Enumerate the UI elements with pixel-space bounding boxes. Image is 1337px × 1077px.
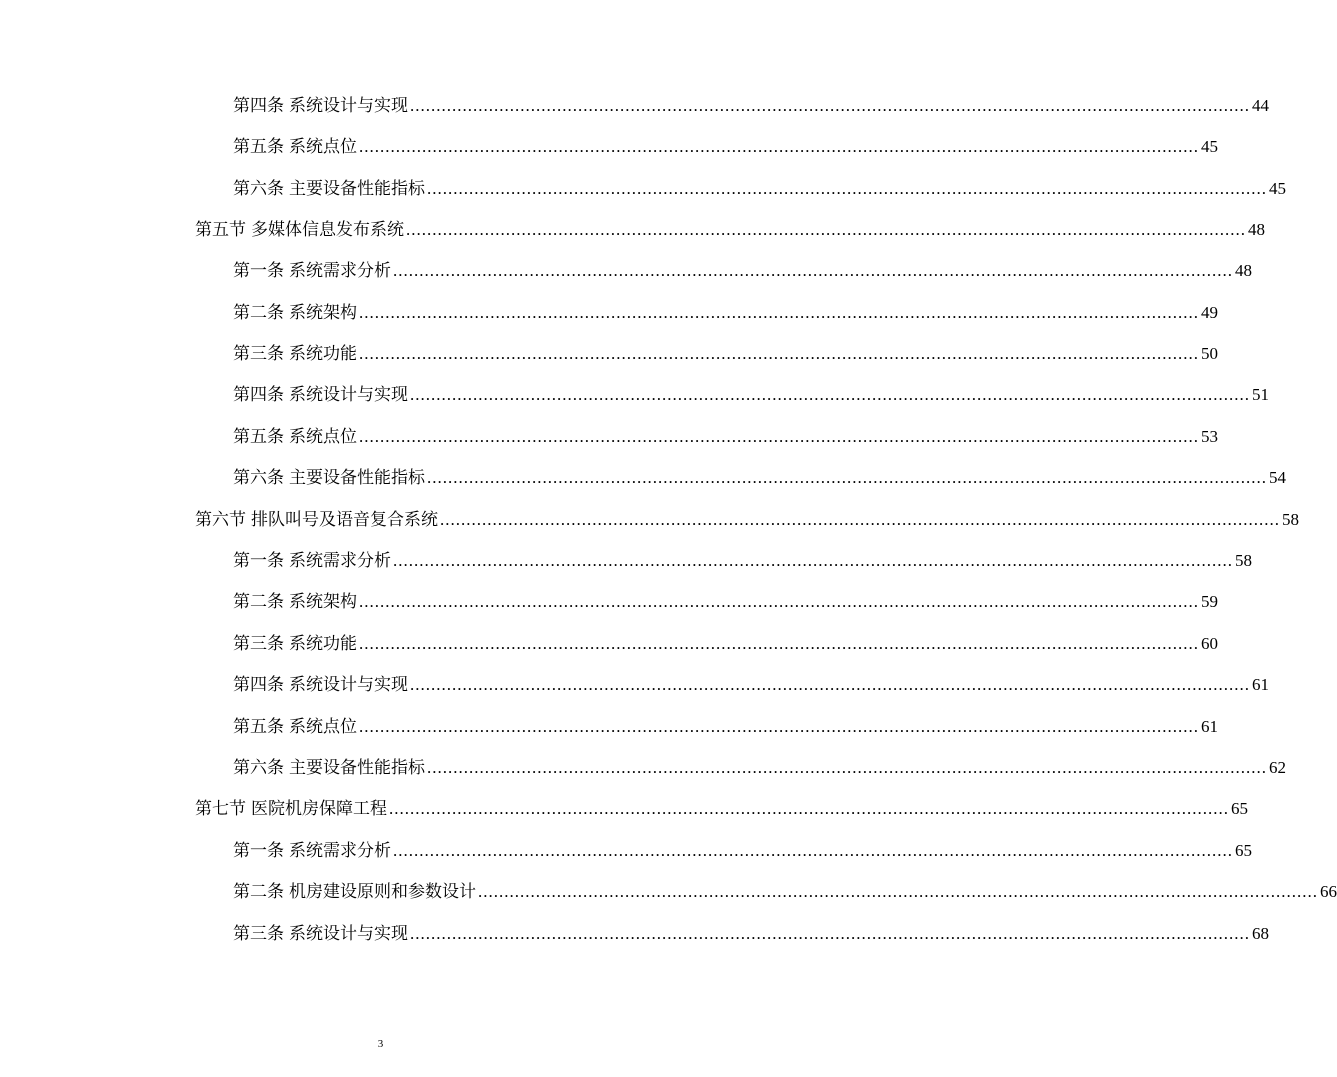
toc-entry-number: 第五条 (233, 717, 284, 737)
toc-entry[interactable] (233, 543, 1252, 579)
toc-entry-number: 第二条 (233, 592, 284, 612)
toc-entry-label (233, 253, 391, 289)
toc-entry-label (233, 171, 425, 207)
toc-entry-page: 65 (1235, 841, 1252, 860)
toc-entry-label (233, 460, 425, 496)
toc-entry-number: 第六条 (233, 468, 284, 488)
toc-entry-label (233, 377, 408, 413)
toc-entry-title: 系统需求分析 (289, 551, 391, 571)
toc-entry[interactable] (233, 916, 1269, 952)
toc-entry-title: 主要设备性能指标 (289, 758, 425, 778)
toc-entry-title: 系统点位 (289, 717, 357, 737)
toc-entry-title: 系统功能 (289, 634, 357, 654)
dot-leader: ................................................................................................................................................................ (393, 551, 1233, 570)
toc-entry-number: 第五条 (233, 137, 284, 157)
toc-entry-label (233, 543, 391, 579)
toc-entry-page: 62 (1269, 758, 1286, 777)
toc-entry-label (233, 667, 408, 703)
dot-leader: ................................................................................................................................................................ (410, 96, 1250, 115)
toc-entry-page: 50 (1201, 344, 1218, 363)
toc-entry-page: 48 (1248, 220, 1265, 239)
toc-entry-number: 第六条 (233, 758, 284, 778)
toc-entry-title: 系统需求分析 (289, 261, 391, 281)
toc-entry-number: 第五节 (195, 220, 246, 240)
toc-entry-number: 第五条 (233, 427, 284, 447)
toc-entry-page: 58 (1282, 510, 1299, 529)
toc-entry-label (233, 874, 476, 910)
toc-entry-page: 61 (1252, 675, 1269, 694)
toc-entry-title: 多媒体信息发布系统 (251, 220, 404, 240)
toc-entry-page: 58 (1235, 551, 1252, 570)
dot-leader: ................................................................................................................................................................ (359, 137, 1199, 156)
toc-entry-number: 第一条 (233, 551, 284, 571)
toc-entry[interactable] (233, 129, 1218, 165)
toc-entry-label (233, 709, 357, 745)
toc-entry-label (233, 419, 357, 455)
toc-entry-title: 系统点位 (289, 137, 357, 157)
dot-leader: ................................................................................................................................................................ (478, 882, 1318, 901)
toc-entry-page: 48 (1235, 261, 1252, 280)
dot-leader: ................................................................................................................................................................ (410, 924, 1250, 943)
toc-entry[interactable] (233, 626, 1218, 662)
toc-entry-page: 44 (1252, 96, 1269, 115)
toc-entry-number: 第二条 (233, 303, 284, 323)
dot-leader: ................................................................................................................................................................ (427, 468, 1267, 487)
toc-entry-title: 系统设计与实现 (289, 96, 408, 116)
toc-entry-page: 49 (1201, 303, 1218, 322)
toc-entry-label (195, 212, 404, 248)
toc-entry-label (233, 750, 425, 786)
toc-entry-title: 主要设备性能指标 (289, 468, 425, 488)
toc-entry[interactable] (233, 584, 1218, 620)
dot-leader: ................................................................................................................................................................ (427, 758, 1267, 777)
dot-leader: ................................................................................................................................................................ (440, 510, 1280, 529)
toc-entry-page: 66 (1320, 882, 1337, 901)
dot-leader: ................................................................................................................................................................ (427, 179, 1267, 198)
toc-entry-page: 61 (1201, 717, 1218, 736)
toc-entry[interactable] (233, 295, 1218, 331)
toc-entry-number: 第一条 (233, 261, 284, 281)
toc-entry[interactable] (233, 667, 1269, 703)
toc-entry-number: 第二条 (233, 882, 284, 902)
toc-entry[interactable] (233, 874, 1337, 910)
dot-leader: ................................................................................................................................................................ (359, 344, 1199, 363)
dot-leader: ................................................................................................................................................................ (410, 385, 1250, 404)
toc-entry-number: 第四条 (233, 96, 284, 116)
toc-entry[interactable] (233, 171, 1286, 207)
toc-entry-title: 系统设计与实现 (289, 385, 408, 405)
toc-entry[interactable] (195, 212, 1265, 248)
dot-leader: ................................................................................................................................................................ (359, 303, 1199, 322)
toc-entry[interactable] (233, 709, 1218, 745)
toc-entry-label (233, 336, 357, 372)
toc-entry-title: 系统架构 (289, 592, 357, 612)
toc-entry-number: 第四条 (233, 385, 284, 405)
toc-entry-title: 系统点位 (289, 427, 357, 447)
toc-entry[interactable] (233, 88, 1269, 124)
toc-entry-number: 第一条 (233, 841, 284, 861)
toc-entry[interactable] (233, 419, 1218, 455)
toc-entry-label (195, 791, 387, 827)
dot-leader: ................................................................................................................................................................ (359, 427, 1199, 446)
toc-entry[interactable] (233, 750, 1286, 786)
toc-entry[interactable] (233, 833, 1252, 869)
toc-entry-page: 45 (1269, 179, 1286, 198)
toc-entry-number: 第六条 (233, 179, 284, 199)
toc-entry-number: 第三条 (233, 634, 284, 654)
toc-entry-title: 主要设备性能指标 (289, 179, 425, 199)
toc-entry-number: 第三条 (233, 344, 284, 364)
toc-entry-number: 第三条 (233, 924, 284, 944)
toc-entry-page: 53 (1201, 427, 1218, 446)
toc-entry-label (233, 833, 391, 869)
toc-entry-page: 68 (1252, 924, 1269, 943)
toc-entry[interactable] (233, 253, 1252, 289)
toc-entry-title: 医院机房保障工程 (251, 799, 387, 819)
toc-entry-label (195, 502, 438, 538)
toc-entry-title: 排队叫号及语音复合系统 (251, 510, 438, 530)
toc-entry-number: 第四条 (233, 675, 284, 695)
toc-entry-label (233, 626, 357, 662)
dot-leader: ................................................................................................................................................................ (389, 799, 1229, 818)
toc-entry-page: 65 (1231, 799, 1248, 818)
toc-entry-number: 第七节 (195, 799, 246, 819)
toc-entry-page: 59 (1201, 592, 1218, 611)
toc-entry-label (233, 129, 357, 165)
toc-entry[interactable] (233, 336, 1218, 372)
toc-entry[interactable] (195, 791, 1248, 827)
toc-entry-title: 系统设计与实现 (289, 675, 408, 695)
toc-entry-number: 第六节 (195, 510, 246, 530)
toc-entry[interactable] (233, 460, 1286, 496)
dot-leader: ................................................................................................................................................................ (410, 675, 1250, 694)
toc-entry-title: 机房建设原则和参数设计 (289, 882, 476, 902)
toc-entry-title: 系统需求分析 (289, 841, 391, 861)
toc-entry-page: 54 (1269, 468, 1286, 487)
toc-entry-label (233, 584, 357, 620)
dot-leader: ................................................................................................................................................................ (359, 717, 1199, 736)
toc-entry-page: 60 (1201, 634, 1218, 653)
toc-entry-title: 系统架构 (289, 303, 357, 323)
dot-leader: ................................................................................................................................................................ (393, 841, 1233, 860)
toc-entry-label (233, 295, 357, 331)
page-number: 3 (377, 1038, 384, 1050)
toc-entry-page: 51 (1252, 385, 1269, 404)
toc-entry-page: 45 (1201, 137, 1218, 156)
dot-leader: ................................................................................................................................................................ (393, 261, 1233, 280)
toc-entry-title: 系统设计与实现 (289, 924, 408, 944)
dot-leader: ................................................................................................................................................................ (406, 220, 1246, 239)
toc-entry-label (233, 916, 408, 952)
toc-entry-title: 系统功能 (289, 344, 357, 364)
toc-entry-label (233, 88, 408, 124)
dot-leader: ................................................................................................................................................................ (359, 634, 1199, 653)
toc-entry[interactable] (195, 502, 1299, 538)
dot-leader: ................................................................................................................................................................ (359, 592, 1199, 611)
toc-entry[interactable] (233, 377, 1269, 413)
